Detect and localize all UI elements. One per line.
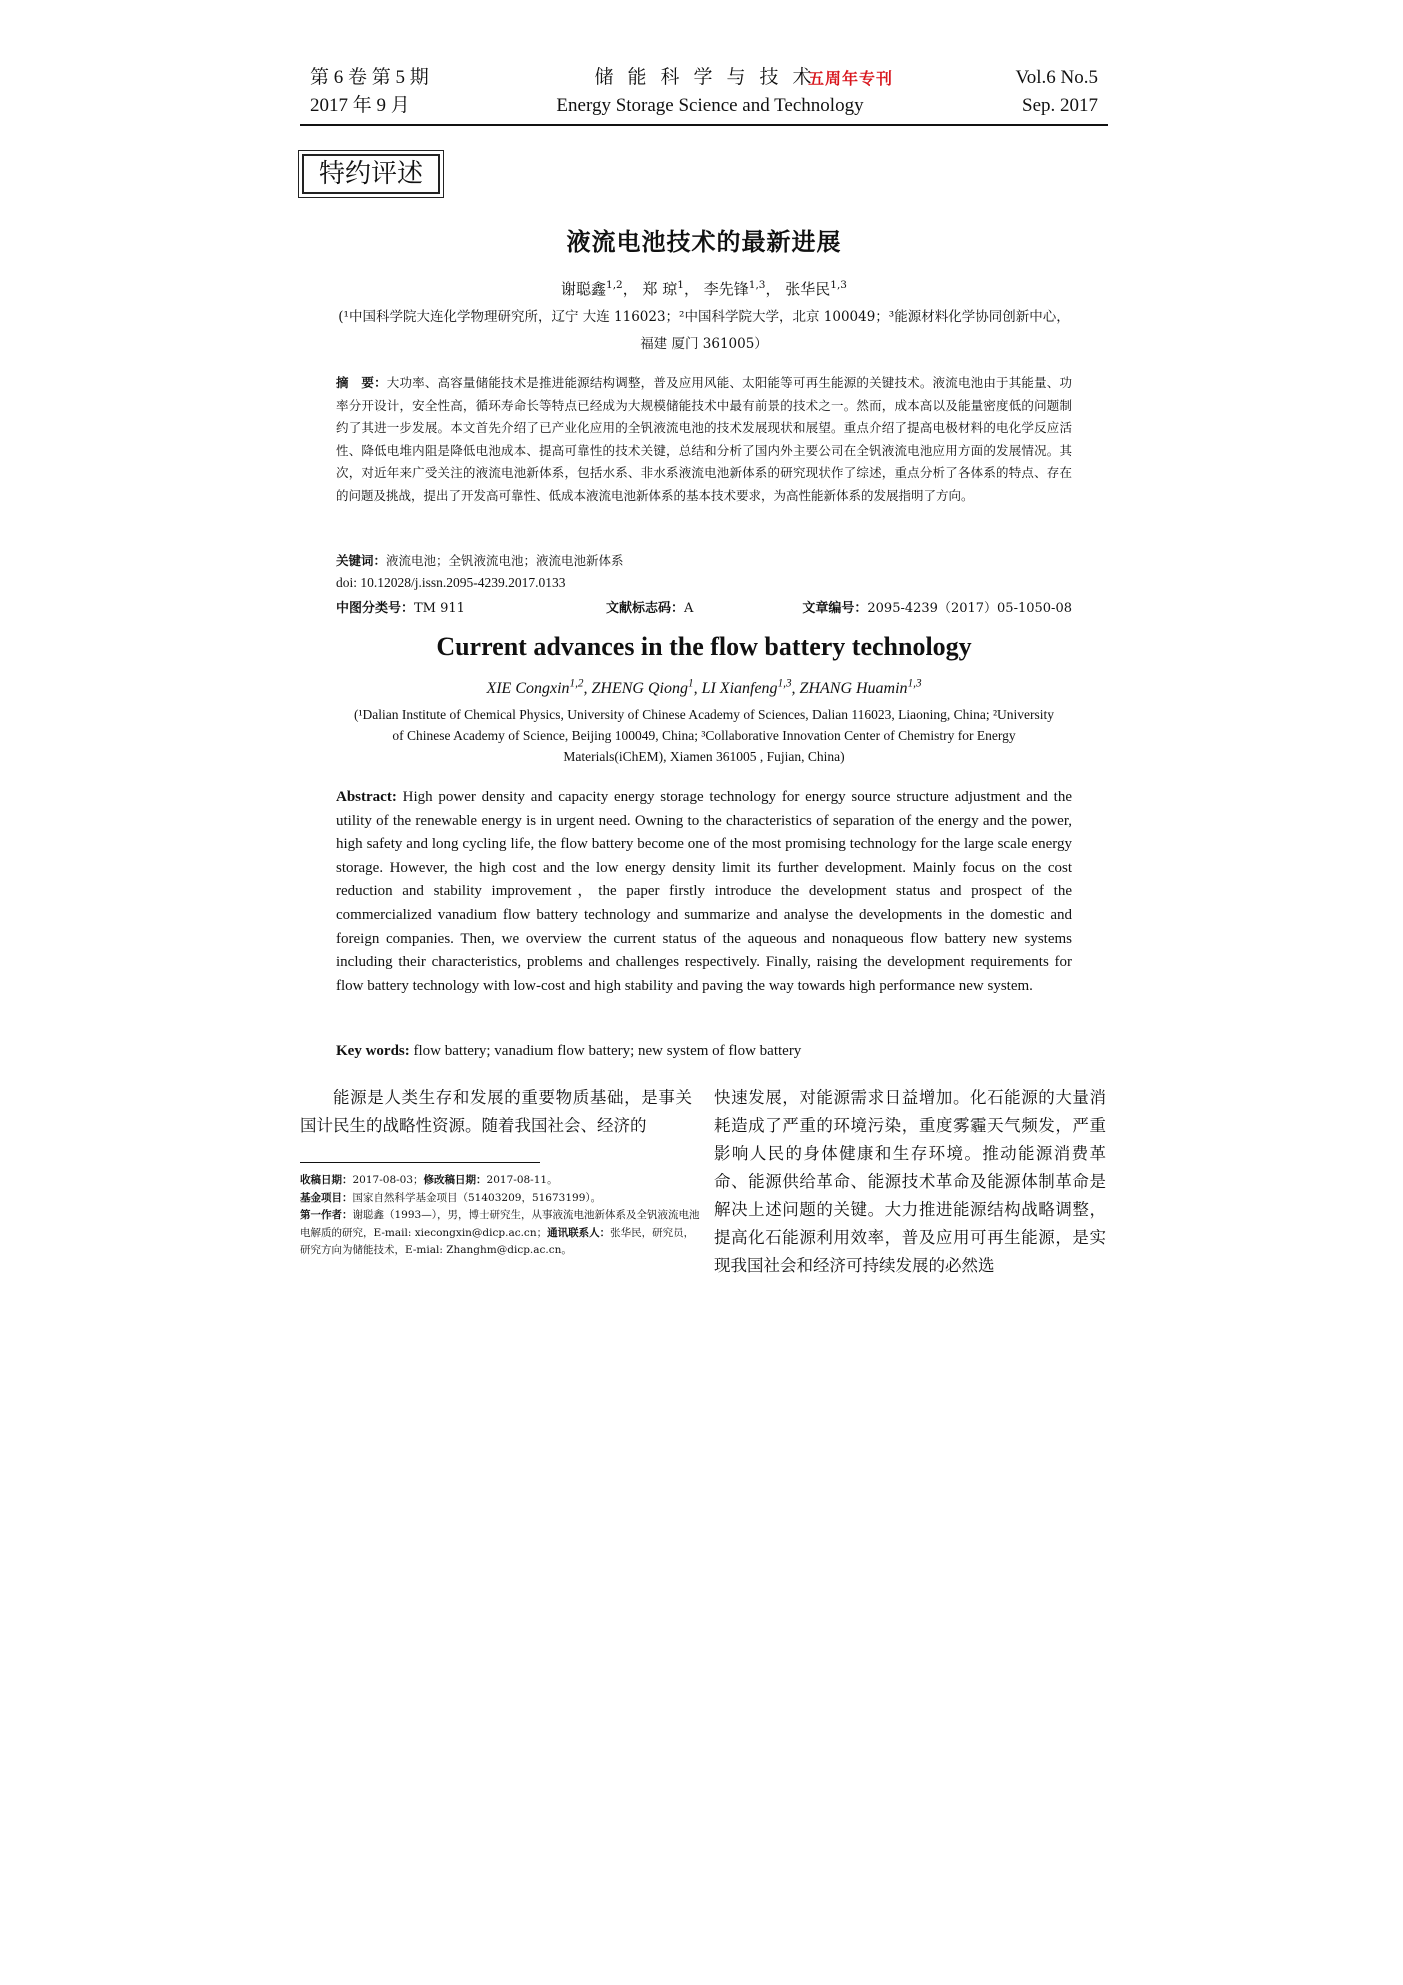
author-name: 张华民 bbox=[785, 280, 831, 298]
received-date: 2017-08-03； bbox=[352, 1174, 424, 1186]
author-affiliation-mark: 1,2 bbox=[569, 677, 584, 690]
date-cn: 2017 年 9 月 bbox=[310, 95, 410, 116]
footnotes bbox=[300, 1172, 700, 1260]
author-affiliation-mark: 1,3 bbox=[830, 279, 847, 291]
keywords-en bbox=[336, 1043, 1072, 1060]
affiliations-cn bbox=[300, 304, 1108, 358]
paper-title-en: Current advances in the flow battery technology bbox=[436, 632, 972, 661]
keywords-text-cn: 液流电池；全钒液流电池；液流电池新体系 bbox=[386, 553, 624, 568]
first-author-label: 第一作者： bbox=[300, 1209, 353, 1221]
body-column-right: 快速发展，对能源需求日益增加。化石能源的大量消耗造成了严重的环境污染，重度雾霾天气频发，严重影响人民的身体健康和生存环境。推动能源消费革命、能源供给革命、能源技术革命及能源体制革命是解决上述问题的关键。大力推进能源结构战略调整，提高化石能源利用效率，普及应用可再生能源，是实现我国社会和经济可持续发展的必然选 bbox=[714, 1088, 1106, 1275]
abstract-text-en: High power density and capacity energy storage technology for energy source structure adjustment and the utility of the renewable energy is in urgent need. Owning to the characteristics of separation of the energy and the power, high safety and long cycling life, the flow battery become one of the most promising technology for the large scale energy storage. However, the high cost and the low energy density limit its further development. Mainly focus on the cost reduction and stability improvement，the paper firstly introduce the development status and prospect of the commercialized vanadium flow battery technology and summarize and analyse the developments in the domestic and foreign companies. Then, we overview the current status of the aqueous and nonaqueous flow battery new systems including their characteristics, problems and challenges respectively. Finally, raising the development requirements for flow battery technology with low-cost and high stability and paving the way towards high performance new system. bbox=[336, 789, 1072, 994]
header-divider bbox=[300, 124, 1108, 126]
article-no-label: 文章编号： bbox=[802, 601, 868, 616]
author-affiliation-mark: 1 bbox=[687, 677, 694, 690]
abstract-en bbox=[336, 786, 1072, 998]
received-label: 收稿日期： bbox=[300, 1174, 353, 1186]
fund-label: 基金项目： bbox=[300, 1191, 353, 1204]
first-author-text: 谢聪鑫（1993—），男，博士研究生，从事液流电池新体系及全钒液流电池电解质的研究，E-mail: xiecongxin@dicp.ac.cn； bbox=[300, 1209, 700, 1239]
footnote-author bbox=[300, 1207, 700, 1260]
author-name: LI Xianfeng bbox=[701, 680, 778, 697]
classification-row bbox=[336, 597, 1072, 616]
keywords-label-cn: 关键词： bbox=[336, 553, 387, 568]
date-en: Sep. 2017 bbox=[1022, 95, 1098, 116]
author-affiliation-mark: 1 bbox=[677, 279, 684, 291]
corresponding-label: 通讯联系人： bbox=[547, 1226, 611, 1239]
journal-issue-info-en bbox=[950, 64, 1098, 120]
keywords-label-en: Key words: bbox=[336, 1043, 410, 1059]
doc-code-value: A bbox=[684, 601, 694, 616]
abstract-label-cn: 摘 要： bbox=[336, 375, 387, 390]
footnote-dates bbox=[300, 1172, 700, 1190]
volume-issue-en: Vol.6 No.5 bbox=[1015, 67, 1098, 88]
author-affiliation-mark: 1,3 bbox=[907, 677, 922, 690]
paper-title-cn: 液流电池技术的最新进展 bbox=[566, 228, 842, 256]
journal-issue-info bbox=[310, 64, 429, 120]
author-name: 谢聪鑫 bbox=[561, 280, 607, 298]
journal-name-en: Energy Storage Science and Technology bbox=[556, 95, 864, 116]
affiliation-line: Materials(iChEM), Xiamen 361005 , Fujian, China) bbox=[563, 749, 845, 764]
column-tag: 特约评述 bbox=[302, 154, 440, 194]
abstract-cn bbox=[336, 372, 1072, 507]
doi: doi: 10.12028/j.issn.2095-4239.2017.0133 bbox=[336, 575, 566, 590]
author-name: ZHANG Huamin bbox=[799, 680, 908, 697]
author-list-en: XIE Congxin$^{1,2}$, ZHENG Qiong$^1$, LI Xianfeng$^{1,3}$, ZHANG Huamin$^{1,3}$ bbox=[486, 677, 922, 697]
clc-label: 中图分类号： bbox=[336, 601, 415, 616]
affiliation-line: 福建 厦门 361005） bbox=[640, 336, 768, 352]
author-affiliation-mark: 1,3 bbox=[748, 279, 766, 291]
abstract-label-en: Abstract: bbox=[336, 789, 397, 805]
article-no-value: 2095-4239（2017）05-1050-08 bbox=[867, 601, 1072, 616]
affiliation-line: (¹Dalian Institute of Chemical Physics, University of Chinese Academy of Sciences, Dalian 116023, Liaoning, China; ²University bbox=[353, 707, 1055, 722]
author-name: XIE Congxin bbox=[486, 680, 570, 697]
keywords-cn bbox=[336, 551, 1072, 569]
doc-code-label: 文献标志码： bbox=[606, 601, 685, 616]
author-affiliation-mark: 1,2 bbox=[606, 279, 623, 291]
abstract-text-cn: 大功率、高容量储能技术是推进能源结构调整，普及应用风能、太阳能等可再生能源的关键技术。液流电池由于其能量、功率分开设计，安全性高，循环寿命长等特点已经成为大规模储能技术中最有前景的技术之一。然而，成本高以及能量密度低的问题制约了其进一步发展。本文首先介绍了已产业化应用的全钒液流电池的技术发展现状和展望。重点介绍了提高电极材料的电化学反应活性、降低电堆内阻是降低电池成本、提高可靠性的技术关键，总结和分析了国内外主要公司在全钒液流电池应用方面的发展情况。其次，对近年来广受关注的液流电池新体系，包括水系、非水系液流电池新体系的研究现状作了综述，重点分析了各体系的特点、存在的问题及挑战，提出了开发高可靠性、低成本液流电池新体系的基本技术要求，为高性能新体系的发展指明了方向。 bbox=[336, 375, 1072, 503]
journal-name-cn: 储能科学与技术 bbox=[594, 67, 826, 88]
clc-value: TM 911 bbox=[414, 601, 465, 616]
footnote-fund bbox=[300, 1190, 700, 1208]
author-name: 李先锋 bbox=[703, 280, 749, 298]
author-name: ZHENG Qiong bbox=[591, 680, 688, 697]
keywords-text-en: flow battery; vanadium flow battery; new system of flow battery bbox=[409, 1043, 802, 1059]
revised-date: 2017-08-11。 bbox=[486, 1174, 558, 1186]
volume-issue-cn: 第 6 卷 第 5 期 bbox=[310, 67, 429, 88]
affiliation-line: of Chinese Academy of Science, Beijing 100049, China; ³Collaborative Innovation Center of Chemistry for Energy bbox=[392, 728, 1016, 743]
author-affiliation-mark: 1,3 bbox=[777, 677, 792, 690]
author-name: 郑 琼 bbox=[642, 280, 678, 298]
fund-text: 国家自然科学基金项目（51403209，51673199）。 bbox=[352, 1191, 602, 1204]
affiliations-en bbox=[300, 704, 1108, 767]
footnote-divider bbox=[300, 1162, 540, 1163]
affiliation-line: (¹中国科学院大连化学物理研究所，辽宁 大连 116023；²中国科学院大学，北京 100049；³能源材料化学协同创新中心， bbox=[338, 309, 1070, 325]
author-list-cn: 谢聪鑫$^{1,2}$， 郑 琼$^1$， 李先锋$^{1,3}$， 张华民$^{1,3}$ bbox=[561, 279, 847, 298]
special-issue-badge: 五周年专刊 bbox=[808, 69, 894, 88]
body-column-left: 能源是人类生存和发展的重要物质基础，是事关国计民生的战略性资源。随着我国社会、经济的 bbox=[300, 1088, 692, 1135]
revised-label: 修改稿日期： bbox=[423, 1174, 487, 1186]
corresponding-text: 张华民，研究员，研究方向为储能技术，E-mial: Zhanghm@dicp.ac.cn。 bbox=[300, 1226, 695, 1256]
